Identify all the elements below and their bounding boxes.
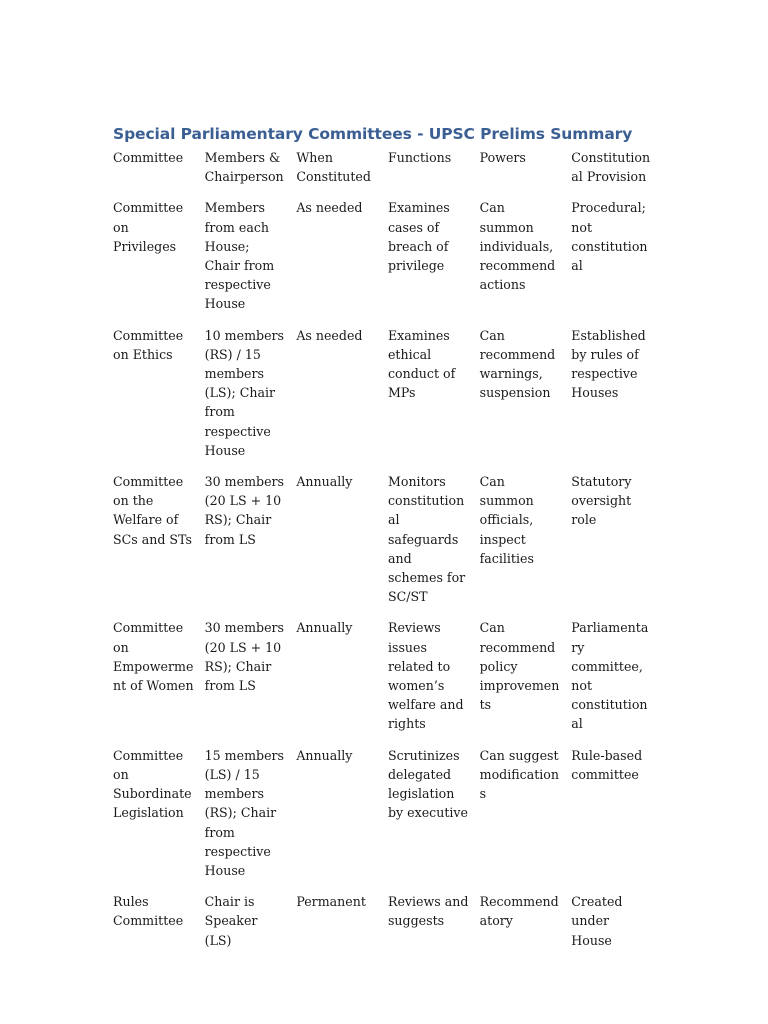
cell-functions: Examines cases of breach of privilege bbox=[387, 200, 450, 274]
cell-members: 15 members (LS) / 15 members (RS); Chair from respective House bbox=[204, 747, 285, 878]
cell-provision: Created under House bbox=[571, 894, 623, 948]
cell-functions: Reviews and suggests bbox=[387, 894, 469, 929]
cell-when: As needed bbox=[296, 327, 363, 343]
cell-provision: Parliamentary committee, not constitutional bbox=[571, 620, 649, 732]
cell-when: As needed bbox=[296, 200, 363, 216]
table-row bbox=[108, 618, 658, 745]
cell-functions: Examines ethical conduct of MPs bbox=[387, 327, 456, 401]
cell-committee: Committee on the Welfare of SCs and STs bbox=[113, 474, 192, 547]
table-row bbox=[108, 472, 658, 618]
cell-powers: Can summon officials, inspect facilities bbox=[479, 474, 534, 566]
header-members-chairperson: Members & Chairperson bbox=[204, 150, 284, 185]
cell-committee: Committee on Privileges bbox=[113, 200, 184, 254]
header-powers: Powers bbox=[479, 150, 526, 165]
cell-powers: Can summon individuals, recommend actions bbox=[479, 200, 556, 293]
cell-members: Members from each House; Chair from respective House bbox=[204, 200, 275, 312]
cell-functions: Scrutinizes delegated legislation by executive bbox=[387, 747, 468, 821]
cell-members: 30 members (20 LS + 10 RS); Chair from LS bbox=[204, 620, 285, 694]
cell-committee: Committee on Subordinate Legislation bbox=[113, 747, 192, 821]
cell-provision: Established by rules of respective Houses bbox=[571, 327, 646, 401]
cell-functions: Reviews issues related to women’s welfare and rights bbox=[387, 620, 464, 732]
header-committee: Committee bbox=[113, 150, 184, 165]
cell-provision: Statutory oversight role bbox=[571, 474, 632, 528]
table-row bbox=[108, 746, 658, 892]
header-when-constituted: When Constituted bbox=[296, 150, 371, 185]
cell-provision: Procedural; not constitutional bbox=[571, 200, 648, 274]
cell-powers: Can suggest modifications bbox=[479, 747, 559, 802]
table-row bbox=[108, 892, 658, 962]
cell-committee: Committee on Ethics bbox=[113, 327, 184, 362]
table-header-row bbox=[108, 148, 658, 198]
cell-committee: Rules Committee bbox=[113, 894, 184, 929]
committees-table bbox=[108, 148, 658, 962]
cell-members: 10 members (RS) / 15 members (LS); Chair from respective House bbox=[204, 327, 285, 458]
cell-powers: Recommendatory bbox=[479, 894, 559, 929]
cell-committee: Committee on Empowerment of Women bbox=[113, 620, 194, 694]
cell-powers: Can recommend policy improvements bbox=[479, 620, 560, 713]
cell-members: Chair is Speaker (LS) bbox=[204, 894, 258, 948]
cell-members: 30 members (20 LS + 10 RS); Chair from LS bbox=[204, 474, 285, 547]
cell-when: Annually bbox=[296, 474, 353, 490]
page-title: Special Parliamentary Committees - UPSC Prelims Summary bbox=[113, 125, 633, 143]
cell-when: Annually bbox=[296, 620, 353, 636]
header-constitutional-provision: Constitutional Provision bbox=[571, 150, 651, 185]
cell-functions: Monitors constitutional safeguards and schemes for SC/ST bbox=[387, 474, 466, 605]
cell-when: Permanent bbox=[296, 894, 366, 910]
table-row bbox=[108, 198, 658, 325]
cell-when: Annually bbox=[296, 747, 353, 763]
header-functions: Functions bbox=[387, 150, 452, 165]
cell-provision: Rule-based committee bbox=[571, 747, 643, 782]
cell-powers: Can recommend warnings, suspension bbox=[479, 327, 556, 401]
table-row bbox=[108, 326, 658, 472]
